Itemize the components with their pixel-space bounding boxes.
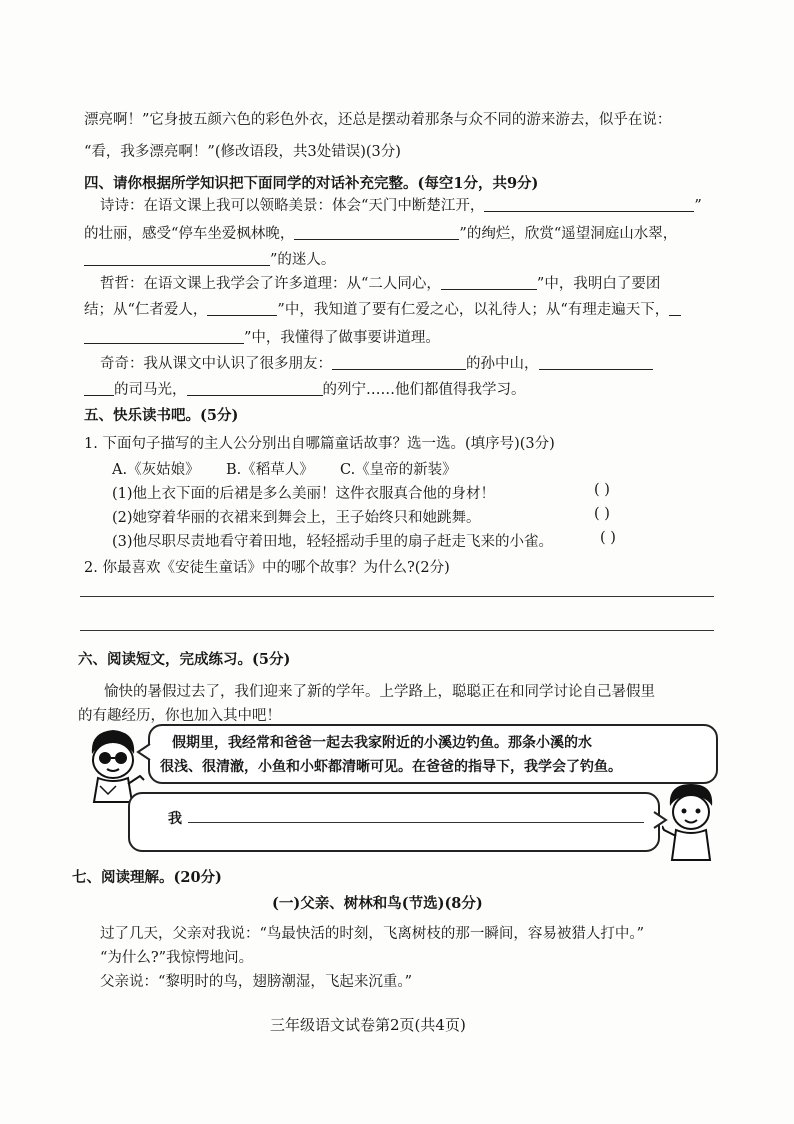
shishi-line-2 bbox=[84, 222, 677, 243]
zhezhe-text-d: ”中，我知道了要有仁爱之心，以礼待人；从“有理走遍天下， bbox=[277, 302, 670, 318]
zhezhe-text-b: ”中，我明白了要团 bbox=[536, 276, 661, 292]
q1-answer-1[interactable]: ( ) bbox=[594, 482, 610, 498]
reading-para-1: 过了几天，父亲对我说：“鸟最快活的时刻，飞离树枝的那一瞬间，容易被猎人打中。” bbox=[100, 926, 645, 942]
zhezhe-text-c: 结；从“仁者爱人， bbox=[84, 302, 208, 318]
q2-prompt: 2. 你最喜欢《安徒生童话》中的哪个故事？为什么?(2分) bbox=[84, 560, 450, 576]
passage-line-2: “看，我多漂亮啊！”(修改语段，共3处错误)(3分) bbox=[84, 144, 401, 160]
bubble-1-line-2: 很浅、很清澈，小鱼和小虾都清晰可见。在爸爸的指导下，我学会了钓鱼。 bbox=[160, 759, 622, 775]
q1-item-1: (1)他上衣下面的后裙是多么美丽！这件衣服真合他的身材！ bbox=[112, 486, 496, 502]
bubble-2-start: 我 bbox=[168, 811, 182, 827]
zhezhe-line-1 bbox=[100, 272, 660, 293]
blank-friend-2[interactable] bbox=[539, 355, 653, 370]
bubble-2-answer-line[interactable] bbox=[188, 822, 644, 823]
bubble-1-line-1: 假期里，我经常和爸爸一起去我家附近的小溪边钓鱼。那条小溪的水 bbox=[172, 735, 592, 751]
shishi-line-1 bbox=[100, 194, 702, 215]
blank-poem-1[interactable] bbox=[484, 197, 694, 212]
section-4-title: 四、请你根据所学知识把下面同学的对话补充完整。(每空1分，共9分) bbox=[84, 175, 539, 192]
blank-friend-1[interactable] bbox=[332, 355, 466, 370]
reading-para-3: 父亲说：“黎明时的鸟，翅膀潮湿，飞起来沉重。” bbox=[100, 974, 413, 990]
qiqi-text-c: 的司马光， bbox=[114, 382, 187, 398]
blank-friend-3[interactable] bbox=[187, 381, 323, 396]
s6-intro-1: 愉快的暑假过去了，我们迎来了新的学年。上学路上，聪聪正在和同学讨论自己暑假里 bbox=[104, 684, 655, 700]
q1-answer-2[interactable]: ( ) bbox=[594, 506, 610, 522]
q1-item-2: (2)她穿着华丽的衣裙来到舞会上，王子始终只和她跳舞。 bbox=[112, 510, 481, 526]
qiqi-text-d: 的列宁……他们都值得我学习。 bbox=[322, 382, 526, 398]
page-footer: 三年级语文试卷第2页(共4页) bbox=[270, 1016, 466, 1034]
qiqi-line-2 bbox=[84, 378, 526, 399]
shishi-text-d: ”的绚烂，欣赏“遥望洞庭山水翠， bbox=[459, 226, 678, 242]
shishi-text-c: 的壮丽，感受“停车坐爱枫林晚， bbox=[84, 226, 295, 242]
section-7-title: 七、阅读理解。(20分) bbox=[72, 869, 222, 886]
blank-poem-2[interactable] bbox=[294, 225, 459, 240]
q1-option-c: C.《皇帝的新装》 bbox=[340, 462, 457, 478]
zhezhe-text-a: 哲哲：在语文课上我学会了许多道理：从“二人同心， bbox=[100, 276, 441, 292]
reading-subtitle: (一)父亲、树林和鸟(节选)(8分) bbox=[272, 895, 483, 912]
shishi-text-a: 诗诗：在语文课上我可以领略美景：体会“天门中断楚江开， bbox=[100, 198, 485, 214]
bubble-1-tail bbox=[136, 742, 152, 762]
section-5-title: 五、快乐读书吧。(5分) bbox=[84, 407, 239, 424]
q1-option-a: A.《灰姑娘》 bbox=[112, 462, 200, 478]
qiqi-text-a: 奇奇：我从课文中认识了很多朋友： bbox=[100, 356, 332, 372]
zhezhe-line-2 bbox=[84, 298, 681, 319]
answer-line-2[interactable] bbox=[80, 630, 714, 631]
blank-saying-3-start[interactable] bbox=[669, 301, 681, 316]
blank-friend-2-end[interactable] bbox=[84, 381, 114, 396]
s6-intro-2: 的有趣经历，你也加入其中吧！ bbox=[78, 708, 281, 724]
blank-saying-1[interactable] bbox=[441, 275, 537, 290]
reading-para-2: “为什么?”我惊愕地问。 bbox=[100, 950, 254, 966]
q1-answer-3[interactable]: ( ) bbox=[600, 530, 616, 546]
qiqi-line-1 bbox=[100, 352, 653, 373]
section-6-title: 六、阅读短文，完成练习。(5分) bbox=[78, 651, 291, 668]
blank-saying-3[interactable] bbox=[84, 329, 244, 344]
blank-poem-3[interactable] bbox=[84, 251, 270, 266]
q1-prompt: 1. 下面句子描写的主人公分别出自哪篇童话故事？选一选。(填序号)(3分) bbox=[84, 436, 555, 452]
q1-option-b: B.《稻草人》 bbox=[226, 462, 314, 478]
student-illustration bbox=[662, 780, 720, 862]
zhezhe-line-3 bbox=[84, 326, 440, 347]
shishi-text-e: ”的迷人。 bbox=[270, 252, 336, 268]
passage-line-1: 漂亮啊！”它身披五颜六色的彩色外衣，还总是摆动着那条与众不同的游来游去，似乎在说： bbox=[84, 112, 672, 128]
blank-saying-2[interactable] bbox=[207, 301, 277, 316]
q1-item-3: (3)他尽职尽责地看守着田地，轻轻摇动手里的扇子赶走飞来的小雀。 bbox=[112, 534, 554, 550]
shishi-line-3 bbox=[84, 248, 335, 269]
shishi-text-b: ” bbox=[694, 198, 702, 214]
zhezhe-text-e: ”中，我懂得了做事要讲道理。 bbox=[244, 330, 440, 346]
answer-line-1[interactable] bbox=[80, 596, 714, 597]
qiqi-text-b: 的孙中山， bbox=[466, 356, 539, 372]
